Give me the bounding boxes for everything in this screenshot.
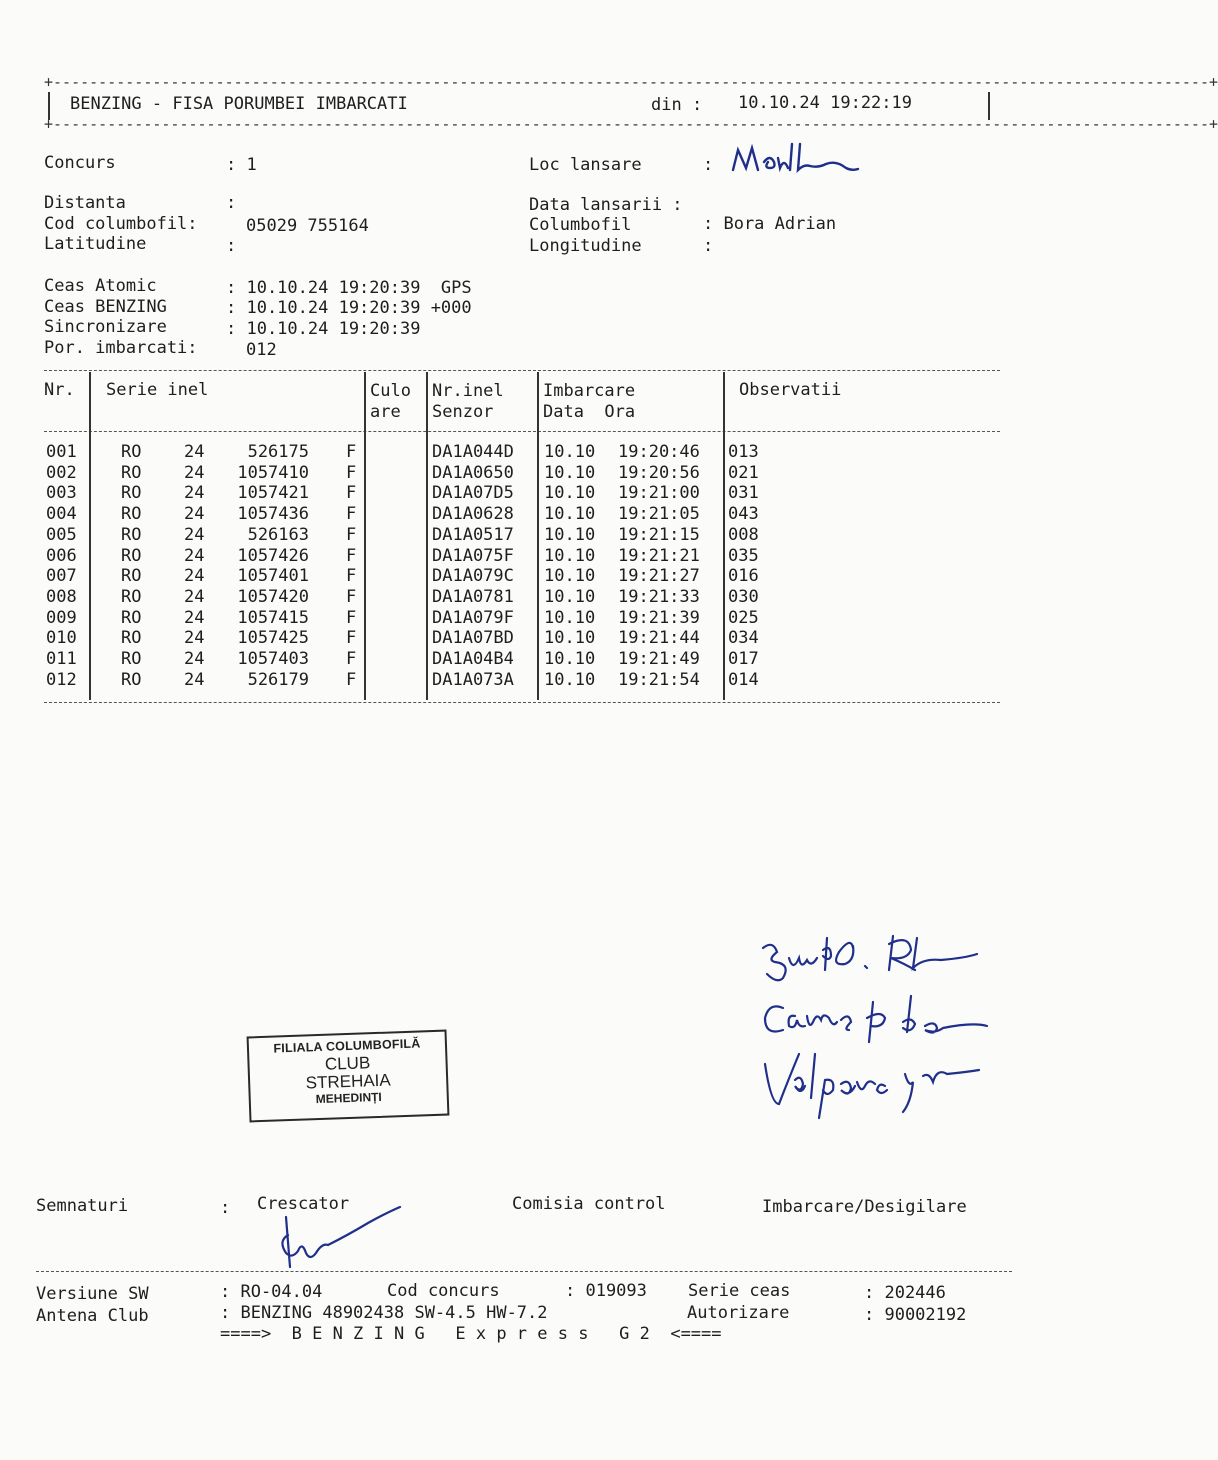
cell-an: 24 (184, 462, 205, 483)
cell-data: 10.10 (544, 649, 596, 669)
benzing-express-banner: ====> B E N Z I N G E x p r e s s G 2 <==== (220, 1324, 722, 1344)
cell-obs: 008 (728, 524, 759, 545)
cell-obs: 025 (728, 607, 759, 628)
cell-ora: 19:21:54 (618, 669, 700, 690)
cell-senzor: DA1A0650 (432, 462, 514, 483)
cell-tara: RO (121, 669, 142, 690)
cell-inel: 526179 (247, 669, 309, 690)
cell-sex: F (346, 545, 357, 566)
cell-tara: RO (121, 483, 142, 504)
cell-ora: 19:21:44 (618, 628, 700, 649)
cell-data: 10.10 (544, 504, 596, 525)
cell-senzor: DA1A073A (432, 669, 514, 690)
loc-lansare-colon: : (703, 155, 714, 175)
sincronizare-value: : 10.10.24 19:20:39 (226, 319, 421, 339)
cell-sex: F (346, 586, 357, 607)
col-nrinel-header-1: Nr.inel (432, 381, 504, 401)
loc-lansare-handwritten (730, 140, 880, 180)
col-imbarcare-header-2: Data Ora (543, 402, 636, 422)
data-lansarii-label: Data lansarii : (529, 195, 683, 215)
concurs-value: : 1 (226, 155, 257, 175)
cell-sex: F (346, 504, 357, 525)
semnaturi-label: Semnaturi (36, 1196, 129, 1216)
cell-an: 24 (184, 607, 205, 628)
cell-senzor: DA1A044D (432, 442, 514, 462)
cell-data: 10.10 (544, 545, 596, 566)
handwritten-note (755, 930, 1020, 1120)
cell-nr: 002 (46, 462, 77, 483)
cell-nr: 012 (46, 669, 77, 690)
cell-nr: 008 (46, 586, 77, 607)
header-din-label: din : (651, 95, 703, 115)
cell-sex: F (346, 649, 357, 669)
ceas-benzing-label: Ceas BENZING (44, 297, 167, 317)
cell-obs: 014 (728, 669, 759, 690)
cell-sex: F (346, 483, 357, 504)
table-col-sep-3 (426, 372, 428, 700)
cell-nr: 003 (46, 483, 77, 504)
table-border-top (44, 370, 1000, 371)
cell-senzor: DA1A07BD (432, 628, 514, 649)
cell-ora: 19:21:05 (618, 504, 700, 525)
cell-obs: 034 (728, 628, 759, 649)
cell-nr: 004 (46, 504, 77, 525)
header-border-top: +--------------------------------------------------------------------------------------------------------------------------------+ (44, 73, 1218, 91)
footer-separator (36, 1271, 1012, 1272)
cell-senzor: DA1A079C (432, 566, 514, 587)
cell-data: 10.10 (544, 566, 596, 587)
col-nr-header: Nr. (44, 380, 75, 400)
cell-an: 24 (184, 524, 205, 545)
cell-inel: 526175 (247, 442, 309, 462)
cell-senzor: DA1A079F (432, 607, 514, 628)
cell-senzor: DA1A0628 (432, 504, 514, 525)
ceas-atomic-label: Ceas Atomic (44, 276, 157, 296)
cell-sex: F (346, 628, 357, 649)
col-observatii-header: Observatii (739, 380, 842, 400)
cell-ora: 19:21:15 (618, 524, 700, 545)
autorizare-value: : 90002192 (864, 1305, 967, 1325)
cell-obs: 013 (728, 442, 759, 462)
table-col-sep-2 (364, 372, 366, 700)
stamp-line-4: MEHEDINȚI (315, 1089, 382, 1107)
cell-an: 24 (184, 442, 205, 462)
cell-data: 10.10 (544, 586, 596, 607)
cell-tara: RO (121, 545, 142, 566)
comisia-control-label: Comisia control (512, 1194, 666, 1214)
cell-data: 10.10 (544, 628, 596, 649)
loc-lansare-label: Loc lansare (529, 155, 642, 175)
ceas-benzing-value: : 10.10.24 19:20:39 +000 (226, 298, 472, 318)
cell-data: 10.10 (544, 669, 596, 690)
serie-ceas-value: : 202446 (864, 1283, 946, 1303)
cell-an: 24 (184, 545, 205, 566)
cell-ora: 19:20:46 (618, 442, 700, 462)
longitudine-value: : (703, 236, 714, 256)
cell-data: 10.10 (544, 524, 596, 545)
cell-data: 10.10 (544, 607, 596, 628)
cell-tara: RO (121, 462, 142, 483)
sincronizare-label: Sincronizare (44, 317, 167, 337)
cell-an: 24 (184, 586, 205, 607)
cell-an: 24 (184, 649, 205, 669)
cod-concurs-value: : 019093 (565, 1281, 647, 1301)
cell-data: 10.10 (544, 483, 596, 504)
col-imbarcare-header-1: Imbarcare (543, 381, 636, 401)
concurs-label: Concurs (44, 153, 116, 173)
cell-obs: 021 (728, 462, 759, 483)
cell-an: 24 (184, 669, 205, 690)
cell-ora: 19:21:00 (618, 483, 700, 504)
distanta-label: Distanta (44, 193, 126, 213)
cell-an: 24 (184, 566, 205, 587)
cell-senzor: DA1A075F (432, 545, 514, 566)
stamp-line-1: FILIALA COLUMBOFILĂ (273, 1036, 421, 1056)
cell-tara: RO (121, 524, 142, 545)
cell-tara: RO (121, 566, 142, 587)
cell-nr: 001 (46, 442, 77, 462)
cell-an: 24 (184, 504, 205, 525)
longitudine-label: Longitudine (529, 236, 642, 256)
cell-inel: 1057436 (237, 504, 309, 525)
cell-an: 24 (184, 628, 205, 649)
cell-inel: 1057410 (237, 462, 309, 483)
cell-sex: F (346, 669, 357, 690)
latitudine-label: Latitudine (44, 234, 147, 254)
por-imbarcati-value: 012 (246, 340, 277, 360)
cod-columbofil-value: 05029 755164 (246, 216, 369, 236)
cell-obs: 043 (728, 504, 759, 525)
table-border-bottom (44, 702, 1000, 703)
cell-inel: 1057426 (237, 545, 309, 566)
header-border-bottom: +--------------------------------------------------------------------------------------------------------------------------------+ (44, 115, 1218, 133)
serie-ceas-label: Serie ceas (688, 1281, 791, 1301)
cod-concurs-label: Cod concurs (387, 1281, 500, 1301)
header-din-value: 10.10.24 19:22:19 (738, 93, 912, 113)
table-col-sep-4 (537, 372, 539, 700)
cell-inel: 526163 (247, 524, 309, 545)
cell-data: 10.10 (544, 442, 596, 462)
cell-data: 10.10 (544, 462, 596, 483)
col-nrinel-header-2: Senzor (432, 402, 494, 422)
cell-obs: 017 (728, 649, 759, 669)
cell-sex: F (346, 566, 357, 587)
cell-senzor: DA1A07D5 (432, 483, 514, 504)
cell-inel: 1057421 (237, 483, 309, 504)
imbarcare-desigilare-label: Imbarcare/Desigilare (762, 1197, 967, 1217)
cell-nr: 007 (46, 566, 77, 587)
cell-sex: F (346, 462, 357, 483)
ceas-atomic-value: : 10.10.24 19:20:39 GPS (226, 278, 472, 298)
cell-ora: 19:21:39 (618, 607, 700, 628)
club-stamp (247, 1030, 450, 1123)
stamp-line-3: STREHAIA (305, 1070, 392, 1093)
columbofil-label: Columbofil (529, 215, 632, 235)
cell-ora: 19:21:49 (618, 649, 700, 669)
crescator-label: Crescator (257, 1194, 350, 1214)
table-col-sep-5 (723, 372, 725, 700)
cell-inel: 1057420 (237, 586, 309, 607)
cell-an: 24 (184, 483, 205, 504)
cell-sex: F (346, 607, 357, 628)
cell-ora: 19:21:33 (618, 586, 700, 607)
cell-sex: F (346, 442, 357, 462)
cell-nr: 009 (46, 607, 77, 628)
cell-tara: RO (121, 607, 142, 628)
cell-sex: F (346, 524, 357, 545)
cell-senzor: DA1A04B4 (432, 649, 514, 669)
cell-tara: RO (121, 649, 142, 669)
crescator-signature (270, 1205, 410, 1275)
cell-inel: 1057401 (237, 566, 309, 587)
cell-tara: RO (121, 442, 142, 462)
cell-inel: 1057415 (237, 607, 309, 628)
versiune-sw-value: : RO-04.04 (220, 1282, 323, 1302)
antena-club-value: : BENZING 48902438 SW-4.5 HW-7.2 (220, 1303, 548, 1323)
cell-tara: RO (121, 628, 142, 649)
cod-columbofil-label: Cod columbofil: (44, 214, 198, 234)
col-culo-header-1: Culo (370, 381, 411, 401)
autorizare-label: Autorizare (687, 1303, 790, 1323)
cell-nr: 005 (46, 524, 77, 545)
cell-nr: 010 (46, 628, 77, 649)
semnaturi-colon: : (220, 1198, 231, 1218)
cell-senzor: DA1A0517 (432, 524, 514, 545)
table-header-separator (44, 431, 1000, 432)
cell-tara: RO (121, 586, 142, 607)
cell-inel: 1057403 (237, 649, 309, 669)
header-title: BENZING - FISA PORUMBEI IMBARCATI (70, 94, 408, 114)
versiune-sw-label: Versiune SW (36, 1284, 149, 1304)
table-col-sep-1 (89, 372, 91, 700)
cell-obs: 035 (728, 545, 759, 566)
cell-ora: 19:20:56 (618, 462, 700, 483)
cell-ora: 19:21:27 (618, 566, 700, 587)
antena-club-label: Antena Club (36, 1306, 149, 1326)
cell-obs: 031 (728, 483, 759, 504)
cell-tara: RO (121, 504, 142, 525)
cell-nr: 011 (46, 649, 77, 669)
stamp-line-2: CLUB (324, 1053, 371, 1074)
cell-obs: 030 (728, 586, 759, 607)
cell-senzor: DA1A0781 (432, 586, 514, 607)
distanta-value: : (226, 193, 237, 213)
cell-inel: 1057425 (237, 628, 309, 649)
por-imbarcati-label: Por. imbarcati: (44, 338, 198, 358)
latitudine-value: : (226, 236, 237, 256)
cell-ora: 19:21:21 (618, 545, 700, 566)
columbofil-value: : Bora Adrian (703, 214, 837, 234)
cell-nr: 006 (46, 545, 77, 566)
col-culo-header-2: are (370, 402, 401, 422)
cell-obs: 016 (728, 566, 759, 587)
col-serie-header: Serie inel (106, 380, 209, 400)
